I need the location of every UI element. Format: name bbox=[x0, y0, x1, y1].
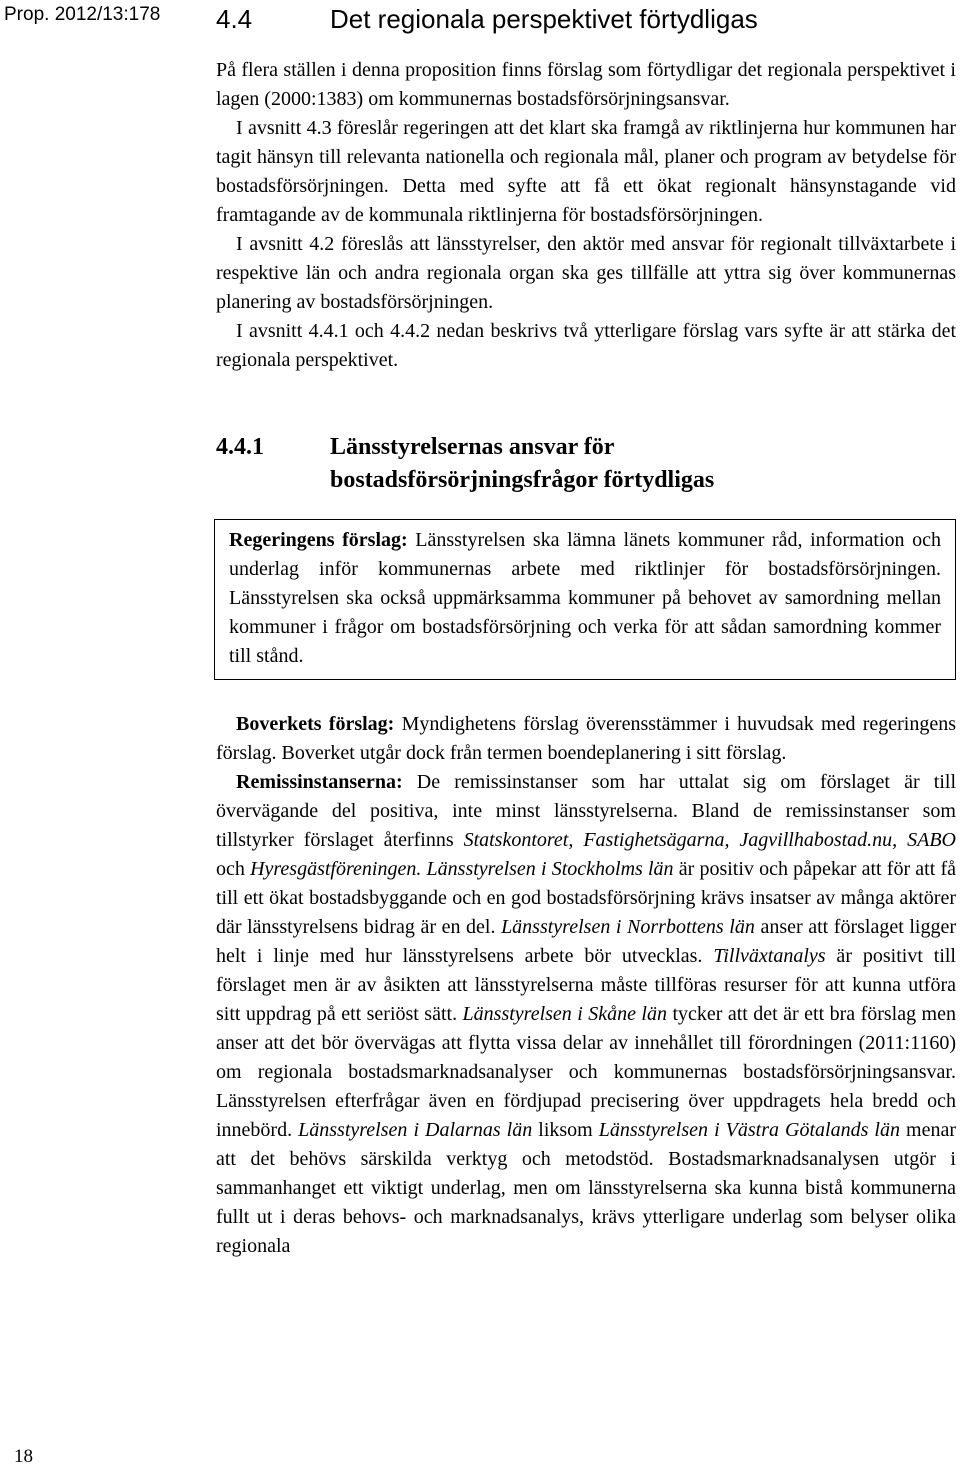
subsection-title bbox=[330, 431, 714, 497]
remiss-org-norrbotten: Länsstyrelsen i Norrbottens län bbox=[501, 916, 755, 938]
boverket-body: Myndighetens förslag överensstämmer i huvudsak med regeringens förslag. Boverket utgår dock från termen boendeplanering i sitt förslag. bbox=[216, 713, 956, 764]
page-number: 18 bbox=[14, 1446, 33, 1467]
remiss-text-5: är positiv och påpekar att för att få till ett ökat bostadsbyggande och en god bostadsförsörjning krävs insatser av många aktörer där länsstyrelsens bidrag är en del. bbox=[216, 858, 956, 938]
paragraph-avsnitt-4-4: I avsnitt 4.4.1 och 4.4.2 nedan beskrivs två ytterligare förslag vars syfte är att stärka det regionala perspektivet. bbox=[216, 320, 956, 371]
paragraph-avsnitt-4-2: I avsnitt 4.2 föreslås att länsstyrelser, den aktör med ansvar för regionalt tillväxtarbete i respektive län och andra regionala organ ska ges tillfälle att yttra sig över kommunernas planering av bostadsförsörjningen. bbox=[216, 233, 956, 313]
remiss-org-skane: Länsstyrelsen i Skåne län bbox=[462, 1003, 667, 1025]
remiss-text-9: liksom bbox=[532, 1119, 599, 1141]
boverket-paragraph bbox=[216, 710, 956, 768]
government-proposal-text bbox=[229, 526, 941, 671]
remiss-text-8: tycker att det är ett bra förslag men anser att det bör övervägas att flytta vissa delar av innehållet till förordningen (2011:1160) om regionala bostadsmarknadsanalyser och kommunernas bostadsförsörjningsansvar. Länsstyrelsen efterfrågar även en fördjupad precisering över uppdragets hela bredd och innebörd. bbox=[216, 1003, 956, 1141]
subsection-title-line1: Länsstyrelsernas ansvar för bbox=[330, 434, 615, 460]
subsection-number: 4.4.1 bbox=[216, 434, 264, 460]
remiss-org-group: Fastighetsägarna, Jagvillhabostad.nu, SABO bbox=[583, 829, 956, 851]
section-number: 4.4 bbox=[216, 4, 253, 34]
remiss-text-7: är positivt till förslaget men är av åsikten att länsstyrelserna måste tillföras resurser för att kunna utföra sitt uppdrag på ett seriöst sätt. bbox=[216, 945, 956, 1025]
remiss-org-stockholm: Länsstyrelsen i Stockholms län bbox=[426, 858, 674, 880]
remiss-org-tillvaxtanalys: Tillväxtanalys bbox=[713, 945, 826, 967]
remiss-text-10: menar att det behövs särskilda verktyg och metodstöd. Bostadsmarknadsanalysen utgör i sammanhanget ett viktigt underlag, men om länsstyrelserna ska kunna bistå kommunerna fullt ut i deras behovs- och marknadsanalys, krävs ytterligare underlag som belyser olika regionala bbox=[216, 1119, 957, 1257]
government-proposal-body: Länsstyrelsen ska lämna länets kommuner råd, information och underlag inför kommunernas arbete med riktlinjer för bostadsförsörjningen. Länsstyrelsen ska också uppmärksamma kommuner på behovet av samordning mellan kommuner i frågor om bostadsförsörjning och verka för att sådan samordning kommer till stånd. bbox=[229, 529, 942, 667]
remiss-paragraph bbox=[216, 768, 956, 1261]
remiss-org-hyresgastforeningen: Hyresgästföreningen. bbox=[250, 858, 422, 880]
subsection-heading bbox=[216, 431, 956, 497]
remiss-org-statskontoret: Statskontoret bbox=[463, 829, 569, 851]
main-content bbox=[216, 0, 956, 1261]
remiss-label: Remissinstanserna: bbox=[236, 771, 403, 793]
remiss-text-1: De remissinstanser som har uttalat sig om förslaget är till övervägande del positiva, inte minst länsstyrelserna. Bland de remissinstanser som tillstyrker förslaget återfinns bbox=[216, 771, 956, 851]
remiss-text-3: och bbox=[216, 858, 251, 880]
remiss-org-dalarna: Länsstyrelsen i Dalarnas län bbox=[298, 1119, 533, 1141]
subsection-title-line2: bostadsförsörjningsfrågor förtydligas bbox=[330, 467, 715, 493]
section-title: Det regionala perspektivet förtydligas bbox=[330, 4, 758, 34]
government-proposal-box bbox=[214, 519, 956, 680]
remiss-org-vastra-gotaland: Länsstyrelsen i Västra Götalands län bbox=[598, 1119, 900, 1141]
remiss-text-6: anser att förslaget ligger helt i linje med hur länsstyrelsens arbete bör utvecklas. bbox=[216, 916, 956, 967]
margin-note-proposition-number: Prop. 2012/13:178 bbox=[4, 4, 161, 25]
paragraph-intro: På flera ställen i denna proposition finns förslag som förtydligar det regionala perspektivet i lagen (2000:1383) om kommunernas bostadsförsörjningsansvar. bbox=[216, 59, 956, 110]
paragraph-avsnitt-4-3: I avsnitt 4.3 föreslår regeringen att det klart ska framgå av riktlinjerna hur kommunen har tagit hänsyn till relevanta nationella och regionala mål, planer och program av betydelse för bostadsförsörjningen. Detta med syfte att få ett ökat regionalt hänsynstagande vid framtagande av de kommunala riktlinjerna för bostadsförsörjningen. bbox=[216, 117, 956, 226]
remiss-text-2: , bbox=[568, 829, 584, 851]
boverket-label: Boverkets förslag: bbox=[236, 713, 395, 735]
section-heading bbox=[216, 2, 956, 36]
government-proposal-label: Regeringens förslag: bbox=[229, 529, 408, 551]
